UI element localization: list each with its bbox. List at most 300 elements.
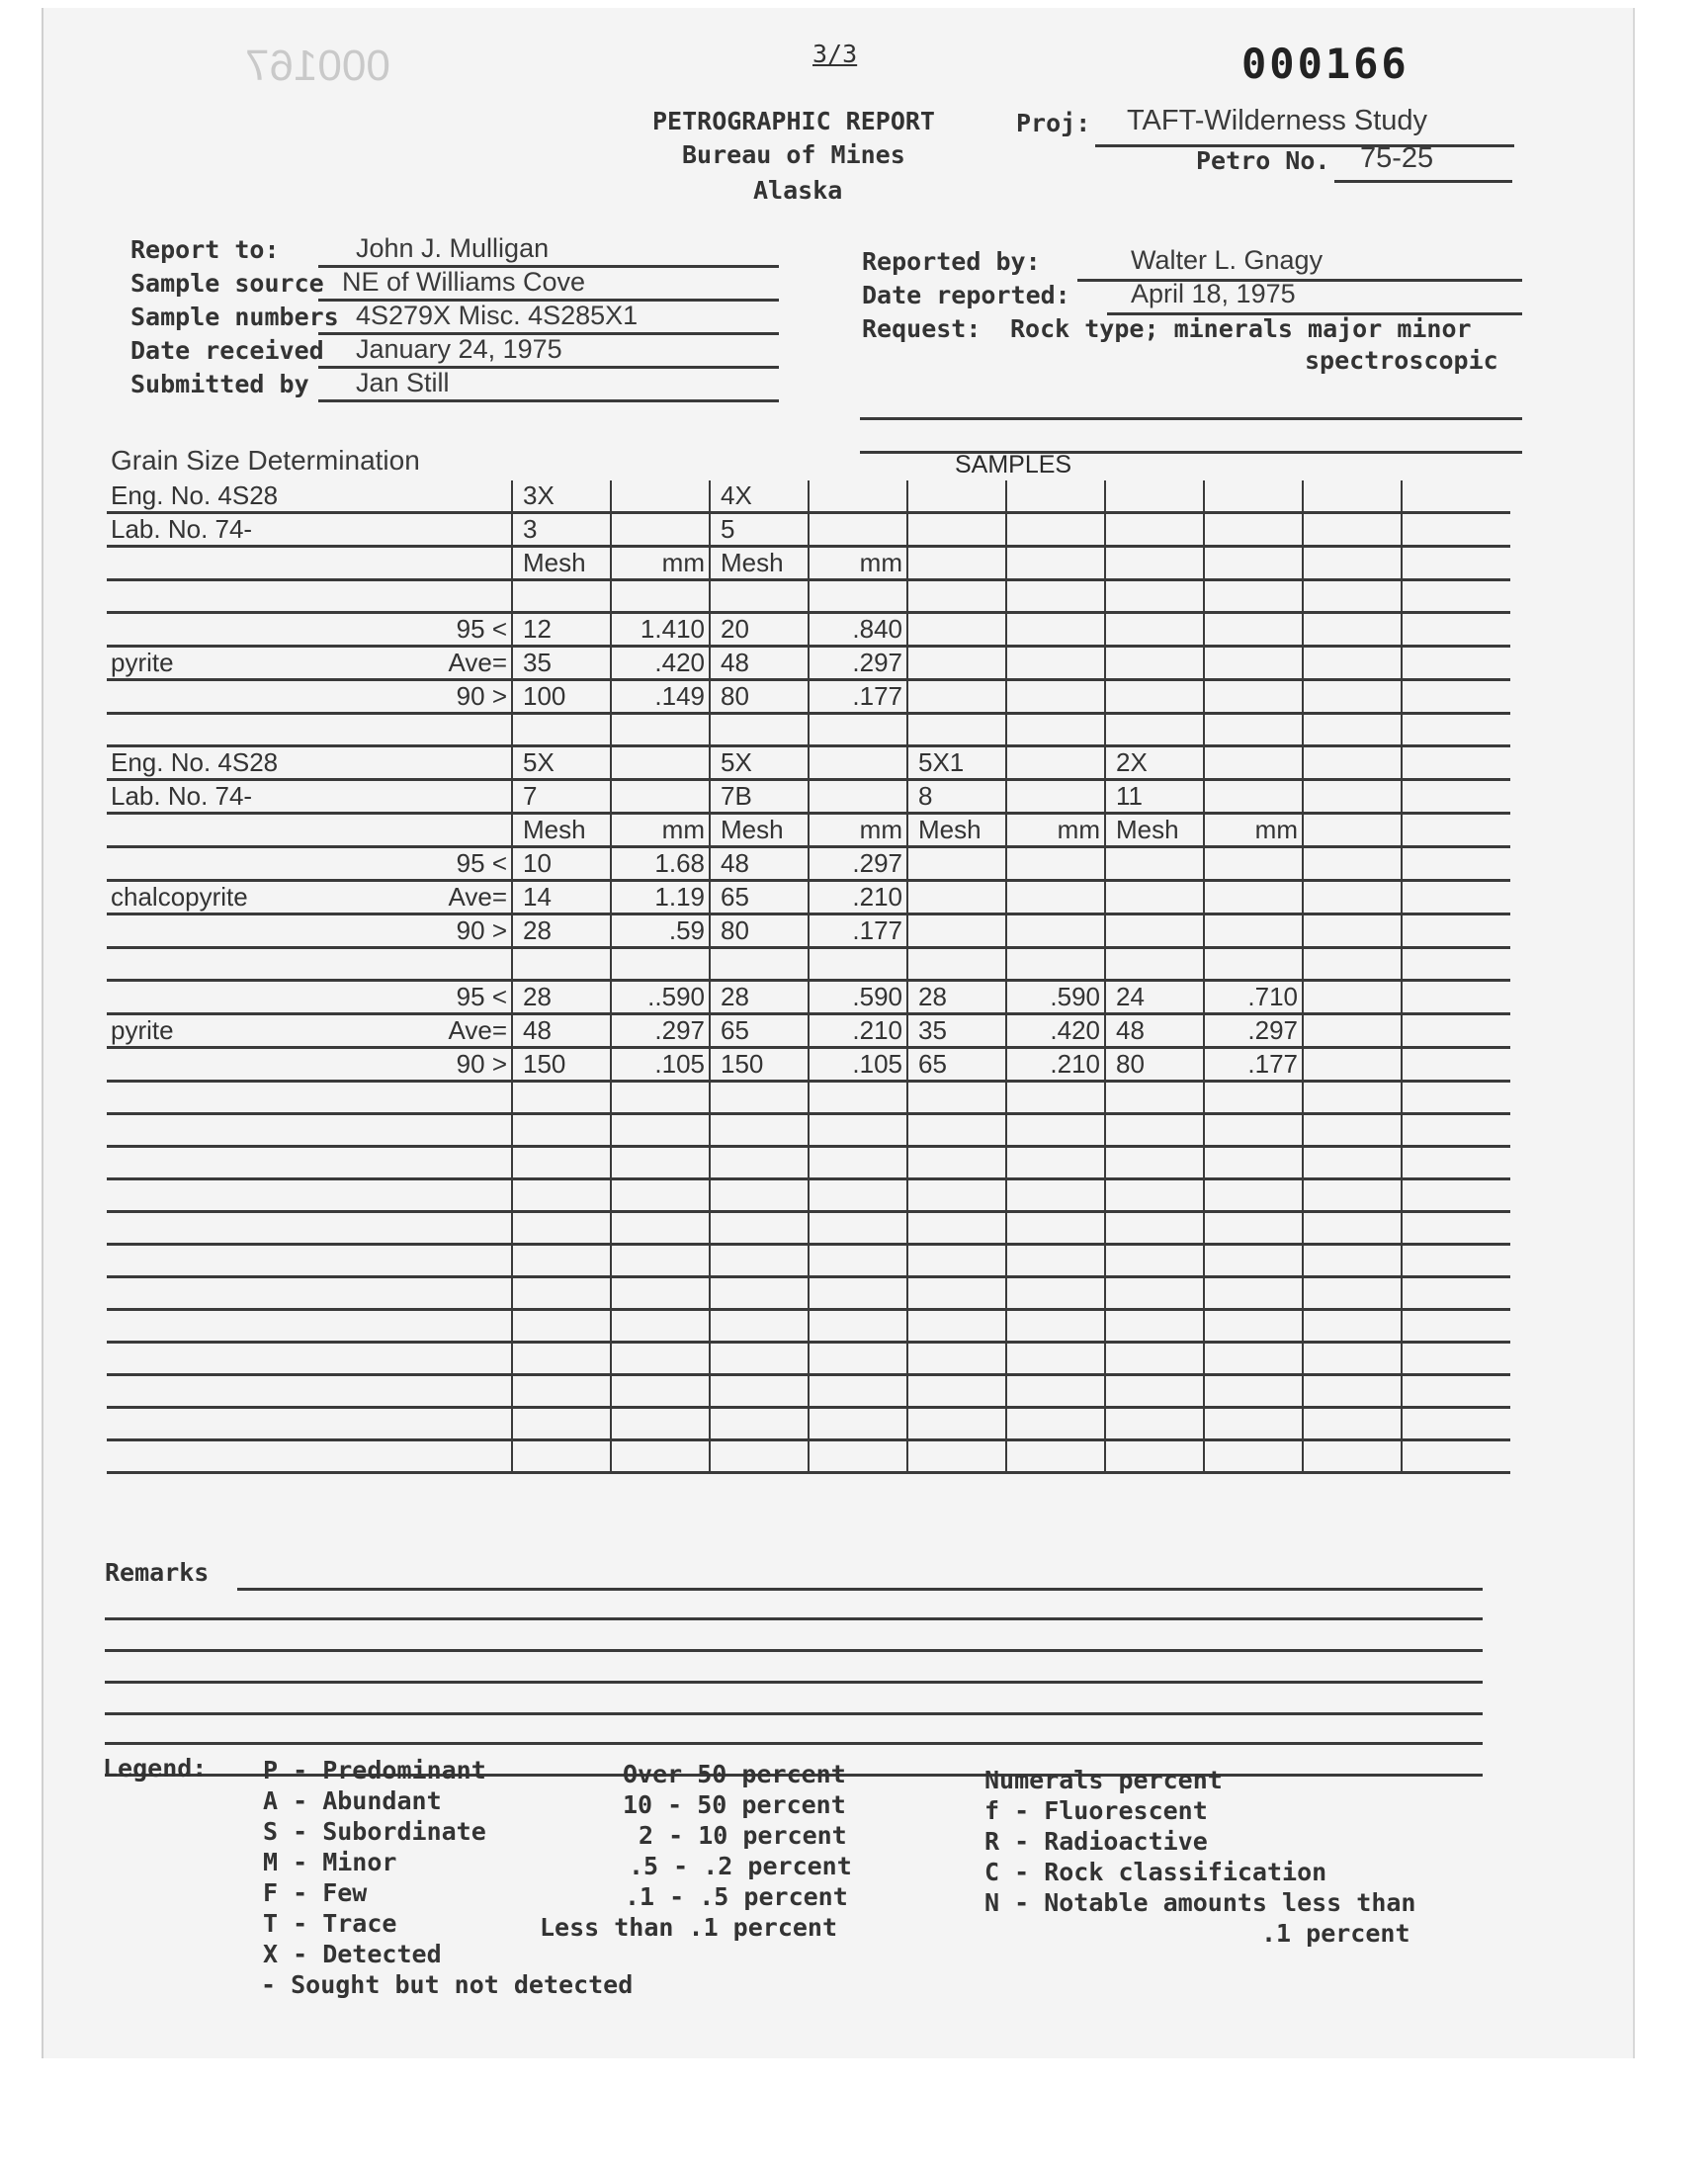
mm-cell <box>1402 613 1510 647</box>
mm-cell <box>611 480 710 513</box>
info-left-label: Date received <box>130 336 324 365</box>
stat-label: 95 < <box>334 613 512 647</box>
mesh-cell <box>907 647 1006 680</box>
mesh-cell <box>1303 1277 1402 1310</box>
mm-cell: .177 <box>809 680 907 714</box>
mesh-cell: 8 <box>907 780 1006 814</box>
remarks-line <box>237 1588 1483 1591</box>
mesh-cell <box>512 1114 611 1147</box>
mm-cell: mm <box>1006 814 1105 847</box>
mm-cell <box>1402 1212 1510 1245</box>
mm-cell: .149 <box>611 680 710 714</box>
stat-label: Ave= <box>334 1014 512 1048</box>
mesh-cell: 65 <box>710 1014 809 1048</box>
mm-cell <box>1006 513 1105 547</box>
mm-cell <box>1402 1408 1510 1440</box>
mesh-cell <box>512 1440 611 1473</box>
grain-size-table <box>107 480 1510 1474</box>
mm-cell <box>1402 1048 1510 1082</box>
row-label <box>107 1277 334 1310</box>
mesh-cell: 3X <box>512 480 611 513</box>
mesh-cell <box>1105 513 1204 547</box>
stat-label <box>334 480 512 513</box>
legend-code-item: A - Abundant <box>263 1786 442 1815</box>
mm-cell <box>1204 948 1303 981</box>
table-row <box>107 1440 1510 1473</box>
table-row <box>107 613 1510 647</box>
mesh-cell <box>1303 780 1402 814</box>
mesh-cell: 48 <box>512 1014 611 1048</box>
mm-cell <box>1006 1179 1105 1212</box>
mm-cell <box>611 1375 710 1408</box>
mesh-cell: 7B <box>710 780 809 814</box>
mesh-cell: Mesh <box>710 814 809 847</box>
stat-label <box>334 1212 512 1245</box>
table-row <box>107 513 1510 547</box>
mesh-cell: 48 <box>710 847 809 881</box>
mm-cell <box>1006 613 1105 647</box>
mesh-cell <box>1303 847 1402 881</box>
mm-cell <box>1006 547 1105 580</box>
mesh-cell <box>1105 881 1204 914</box>
row-label <box>107 981 334 1014</box>
table-row <box>107 847 1510 881</box>
mesh-cell <box>1303 647 1402 680</box>
mm-cell <box>1402 1343 1510 1375</box>
mm-cell <box>611 1082 710 1114</box>
mesh-cell <box>907 1310 1006 1343</box>
mesh-cell <box>907 1212 1006 1245</box>
row-label: Lab. No. 74- <box>107 513 334 547</box>
mm-cell <box>1006 1245 1105 1277</box>
mm-cell <box>809 1440 907 1473</box>
mm-cell <box>1006 1212 1105 1245</box>
mm-cell <box>1402 981 1510 1014</box>
mm-cell <box>1006 1147 1105 1179</box>
mesh-cell <box>512 1212 611 1245</box>
info-right-label: Request: <box>862 314 982 343</box>
mesh-cell <box>1303 881 1402 914</box>
mm-cell <box>809 1179 907 1212</box>
mesh-cell <box>1303 1408 1402 1440</box>
mesh-cell: 35 <box>512 647 611 680</box>
mm-cell <box>611 1277 710 1310</box>
mesh-cell <box>907 714 1006 746</box>
mm-cell <box>1006 647 1105 680</box>
mm-cell: .297 <box>611 1014 710 1048</box>
mm-cell <box>1204 1310 1303 1343</box>
stat-label <box>334 1310 512 1343</box>
table-row <box>107 814 1510 847</box>
mm-cell: .177 <box>809 914 907 948</box>
mesh-cell: 80 <box>1105 1048 1204 1082</box>
table-row <box>107 480 1510 513</box>
stat-label <box>334 1375 512 1408</box>
mesh-cell <box>710 1179 809 1212</box>
row-label: pyrite <box>107 1014 334 1048</box>
mesh-cell: 5X <box>710 746 809 780</box>
stat-label <box>334 746 512 780</box>
stat-label <box>334 580 512 613</box>
mm-cell <box>1204 1212 1303 1245</box>
info-right-value: April 18, 1975 <box>1131 279 1296 308</box>
table-row <box>107 647 1510 680</box>
petro-value: 75-25 <box>1360 142 1434 174</box>
row-label <box>107 1245 334 1277</box>
mm-cell <box>1402 513 1510 547</box>
stat-label <box>334 1147 512 1179</box>
mm-cell: 1.68 <box>611 847 710 881</box>
mm-cell <box>1006 1114 1105 1147</box>
mesh-cell <box>1303 513 1402 547</box>
stat-label <box>334 1082 512 1114</box>
mm-cell <box>809 1343 907 1375</box>
mesh-cell <box>1105 1212 1204 1245</box>
table-row <box>107 914 1510 948</box>
mm-cell: 1.19 <box>611 881 710 914</box>
legend-code-item: T - Trace <box>263 1909 397 1938</box>
table-row <box>107 1014 1510 1048</box>
mesh-cell <box>907 1440 1006 1473</box>
mesh-cell <box>1303 1310 1402 1343</box>
mm-cell <box>1006 1277 1105 1310</box>
mesh-cell <box>1303 1048 1402 1082</box>
stat-label: 90 > <box>334 914 512 948</box>
table-row <box>107 1114 1510 1147</box>
mesh-cell <box>512 1082 611 1114</box>
mm-cell <box>1006 746 1105 780</box>
row-label <box>107 814 334 847</box>
legend-percent-item: Over 50 percent <box>623 1760 846 1788</box>
mm-cell: mm <box>809 814 907 847</box>
row-label <box>107 613 334 647</box>
mesh-cell: 12 <box>512 613 611 647</box>
mesh-cell <box>1303 1114 1402 1147</box>
row-label <box>107 580 334 613</box>
mesh-cell <box>512 580 611 613</box>
mesh-cell <box>1303 714 1402 746</box>
mm-cell <box>1402 1082 1510 1114</box>
mesh-cell <box>907 1245 1006 1277</box>
mm-cell <box>611 714 710 746</box>
stat-label <box>334 948 512 981</box>
mesh-cell <box>907 513 1006 547</box>
stat-label <box>334 1408 512 1440</box>
mm-cell: ..590 <box>611 981 710 1014</box>
mm-cell <box>1402 948 1510 981</box>
mm-cell <box>1204 1375 1303 1408</box>
mesh-cell <box>1303 1343 1402 1375</box>
legend-percent-item: 10 - 50 percent <box>623 1790 846 1819</box>
mesh-cell <box>907 1277 1006 1310</box>
mm-cell <box>1204 1408 1303 1440</box>
mesh-cell <box>1303 814 1402 847</box>
mm-cell <box>1204 513 1303 547</box>
legend-title: Legend: <box>103 1754 208 1783</box>
mesh-cell <box>907 580 1006 613</box>
mm-cell <box>1204 914 1303 948</box>
mm-cell <box>1006 1310 1105 1343</box>
mesh-cell <box>512 1310 611 1343</box>
row-label <box>107 1179 334 1212</box>
row-label <box>107 1114 334 1147</box>
mm-cell <box>809 714 907 746</box>
info-left-underline <box>318 399 779 402</box>
mesh-cell <box>1105 1440 1204 1473</box>
mesh-cell: 5 <box>710 513 809 547</box>
mm-cell <box>1402 746 1510 780</box>
mm-cell <box>1402 1277 1510 1310</box>
mm-cell <box>1204 1114 1303 1147</box>
mm-cell <box>1402 1375 1510 1408</box>
mm-cell <box>1402 1114 1510 1147</box>
mesh-cell: 28 <box>907 981 1006 1014</box>
legend-code-item: M - Minor <box>263 1848 397 1876</box>
mesh-cell <box>710 1408 809 1440</box>
mm-cell <box>1402 580 1510 613</box>
mm-cell <box>809 1114 907 1147</box>
mesh-cell <box>907 1375 1006 1408</box>
mm-cell <box>809 513 907 547</box>
mesh-cell <box>1303 1375 1402 1408</box>
mesh-cell <box>710 1440 809 1473</box>
row-label: Eng. No. 4S28 <box>107 480 334 513</box>
mm-cell: .297 <box>809 647 907 680</box>
mm-cell <box>1204 780 1303 814</box>
table-row <box>107 746 1510 780</box>
mesh-cell: 28 <box>512 914 611 948</box>
mm-cell <box>611 580 710 613</box>
mm-cell <box>1204 613 1303 647</box>
mm-cell: .210 <box>1006 1048 1105 1082</box>
page-fraction: 3/3 <box>812 40 858 68</box>
mesh-cell: 65 <box>710 881 809 914</box>
mesh-cell <box>1105 914 1204 948</box>
mm-cell <box>1006 914 1105 948</box>
mesh-cell: 28 <box>512 981 611 1014</box>
mm-cell <box>611 948 710 981</box>
mm-cell: .210 <box>809 1014 907 1048</box>
report-title: PETROGRAPHIC REPORT <box>652 107 935 135</box>
mesh-cell <box>512 1179 611 1212</box>
faded-mirrored-number: 000167 <box>245 42 390 90</box>
mesh-cell: 3 <box>512 513 611 547</box>
remarks-line <box>105 1742 1483 1745</box>
mesh-cell <box>907 914 1006 948</box>
info-left-label: Report to: <box>130 235 280 264</box>
mm-cell <box>611 746 710 780</box>
mesh-cell <box>1105 1408 1204 1440</box>
row-label <box>107 1440 334 1473</box>
mesh-cell <box>710 1245 809 1277</box>
row-label <box>107 847 334 881</box>
stat-label <box>334 714 512 746</box>
remarks-line <box>105 1712 1483 1715</box>
info-right-label: Reported by: <box>862 247 1041 276</box>
mesh-cell: 14 <box>512 881 611 914</box>
mesh-cell: Mesh <box>907 814 1006 847</box>
mm-cell <box>611 1114 710 1147</box>
mm-cell <box>611 780 710 814</box>
mm-cell: .420 <box>1006 1014 1105 1048</box>
table-row <box>107 1310 1510 1343</box>
mesh-cell: Mesh <box>512 814 611 847</box>
mesh-cell <box>710 714 809 746</box>
mesh-cell <box>1303 580 1402 613</box>
row-label <box>107 948 334 981</box>
mm-cell <box>1006 1375 1105 1408</box>
mesh-cell: Mesh <box>710 547 809 580</box>
legend-note-item: f - Fluorescent <box>984 1796 1208 1825</box>
mesh-cell: 20 <box>710 613 809 647</box>
mesh-cell: Mesh <box>1105 814 1204 847</box>
row-label <box>107 1408 334 1440</box>
mesh-cell <box>1105 1147 1204 1179</box>
mesh-cell <box>1105 1343 1204 1375</box>
mesh-cell <box>512 1277 611 1310</box>
samples-header: SAMPLES <box>955 451 1072 478</box>
mm-cell: .59 <box>611 914 710 948</box>
mm-cell <box>1402 1440 1510 1473</box>
mesh-cell <box>1105 613 1204 647</box>
mesh-cell <box>710 1082 809 1114</box>
table-row <box>107 580 1510 613</box>
legend-percent-item: Less than .1 percent <box>540 1913 838 1942</box>
row-label <box>107 1147 334 1179</box>
mm-cell <box>809 580 907 613</box>
grain-size-title: Grain Size Determination <box>111 445 420 476</box>
info-right-value: spectroscopic <box>1305 346 1498 375</box>
stat-label <box>334 1440 512 1473</box>
table-row <box>107 1048 1510 1082</box>
mm-cell <box>1006 680 1105 714</box>
mesh-cell: 4X <box>710 480 809 513</box>
mesh-cell <box>1105 948 1204 981</box>
mesh-cell <box>1105 647 1204 680</box>
mesh-cell <box>1105 580 1204 613</box>
mesh-cell: 10 <box>512 847 611 881</box>
mesh-cell <box>710 1147 809 1179</box>
mesh-cell <box>512 1375 611 1408</box>
mm-cell <box>611 1147 710 1179</box>
mesh-cell: 7 <box>512 780 611 814</box>
mesh-cell <box>1303 547 1402 580</box>
legend-note-item: .1 percent <box>1261 1919 1410 1948</box>
mesh-cell <box>710 1375 809 1408</box>
table-row <box>107 981 1510 1014</box>
mm-cell <box>809 1277 907 1310</box>
mesh-cell <box>907 680 1006 714</box>
mm-cell <box>1402 547 1510 580</box>
mm-cell <box>809 948 907 981</box>
mm-cell <box>1006 780 1105 814</box>
row-label <box>107 547 334 580</box>
legend-code-item: S - Subordinate <box>263 1817 486 1846</box>
mesh-cell <box>710 1343 809 1375</box>
table-row <box>107 680 1510 714</box>
mm-cell <box>809 746 907 780</box>
info-left-label: Submitted by <box>130 370 309 398</box>
mm-cell: .177 <box>1204 1048 1303 1082</box>
info-left-label: Sample numbers <box>130 303 339 331</box>
mm-cell <box>1402 680 1510 714</box>
stat-label <box>334 513 512 547</box>
row-label <box>107 714 334 746</box>
mesh-cell <box>907 613 1006 647</box>
mm-cell: mm <box>611 814 710 847</box>
mesh-cell <box>907 1179 1006 1212</box>
mesh-cell: 5X <box>512 746 611 780</box>
mm-cell <box>1402 1245 1510 1277</box>
mm-cell <box>1402 714 1510 746</box>
mesh-cell <box>907 881 1006 914</box>
table-row <box>107 948 1510 981</box>
mesh-cell <box>710 580 809 613</box>
mm-cell <box>1204 547 1303 580</box>
mesh-cell: 65 <box>907 1048 1006 1082</box>
table-row <box>107 881 1510 914</box>
mesh-cell: 48 <box>1105 1014 1204 1048</box>
mm-cell <box>1402 1014 1510 1048</box>
proj-label: Proj: <box>1016 109 1091 137</box>
info-right-label: Date reported: <box>862 281 1070 309</box>
mm-cell <box>1204 580 1303 613</box>
mesh-cell <box>710 948 809 981</box>
mesh-cell <box>1105 714 1204 746</box>
mesh-cell <box>710 1310 809 1343</box>
mm-cell <box>1006 714 1105 746</box>
mm-cell <box>611 1179 710 1212</box>
mm-cell <box>809 1147 907 1179</box>
stat-label <box>334 1343 512 1375</box>
info-left-value: 4S279X Misc. 4S285X1 <box>356 301 639 330</box>
mm-cell <box>611 1212 710 1245</box>
stat-label <box>334 1245 512 1277</box>
table-row <box>107 1212 1510 1245</box>
mm-cell <box>1204 1343 1303 1375</box>
mm-cell <box>1402 1179 1510 1212</box>
mm-cell: .297 <box>809 847 907 881</box>
legend-code-item: P - Predominant <box>263 1756 486 1784</box>
row-label: Lab. No. 74- <box>107 780 334 814</box>
stat-label <box>334 814 512 847</box>
mesh-cell: 28 <box>710 981 809 1014</box>
mm-cell <box>1204 1147 1303 1179</box>
mesh-cell <box>907 1082 1006 1114</box>
table-row <box>107 1408 1510 1440</box>
mm-cell <box>1204 881 1303 914</box>
row-label <box>107 1310 334 1343</box>
mm-cell <box>809 1082 907 1114</box>
mesh-cell: 35 <box>907 1014 1006 1048</box>
mesh-cell <box>1303 480 1402 513</box>
mesh-cell <box>710 1277 809 1310</box>
mm-cell <box>611 1245 710 1277</box>
stat-label <box>334 1277 512 1310</box>
mesh-cell <box>1105 1310 1204 1343</box>
mesh-cell <box>512 948 611 981</box>
stat-label: Ave= <box>334 881 512 914</box>
mm-cell <box>1402 1310 1510 1343</box>
info-left-value: Jan Still <box>356 368 450 397</box>
mm-cell: .840 <box>809 613 907 647</box>
mesh-cell <box>907 1343 1006 1375</box>
mesh-cell <box>1303 948 1402 981</box>
mesh-cell: 150 <box>710 1048 809 1082</box>
table-row <box>107 1277 1510 1310</box>
mesh-cell <box>907 1408 1006 1440</box>
mm-cell <box>1402 780 1510 814</box>
